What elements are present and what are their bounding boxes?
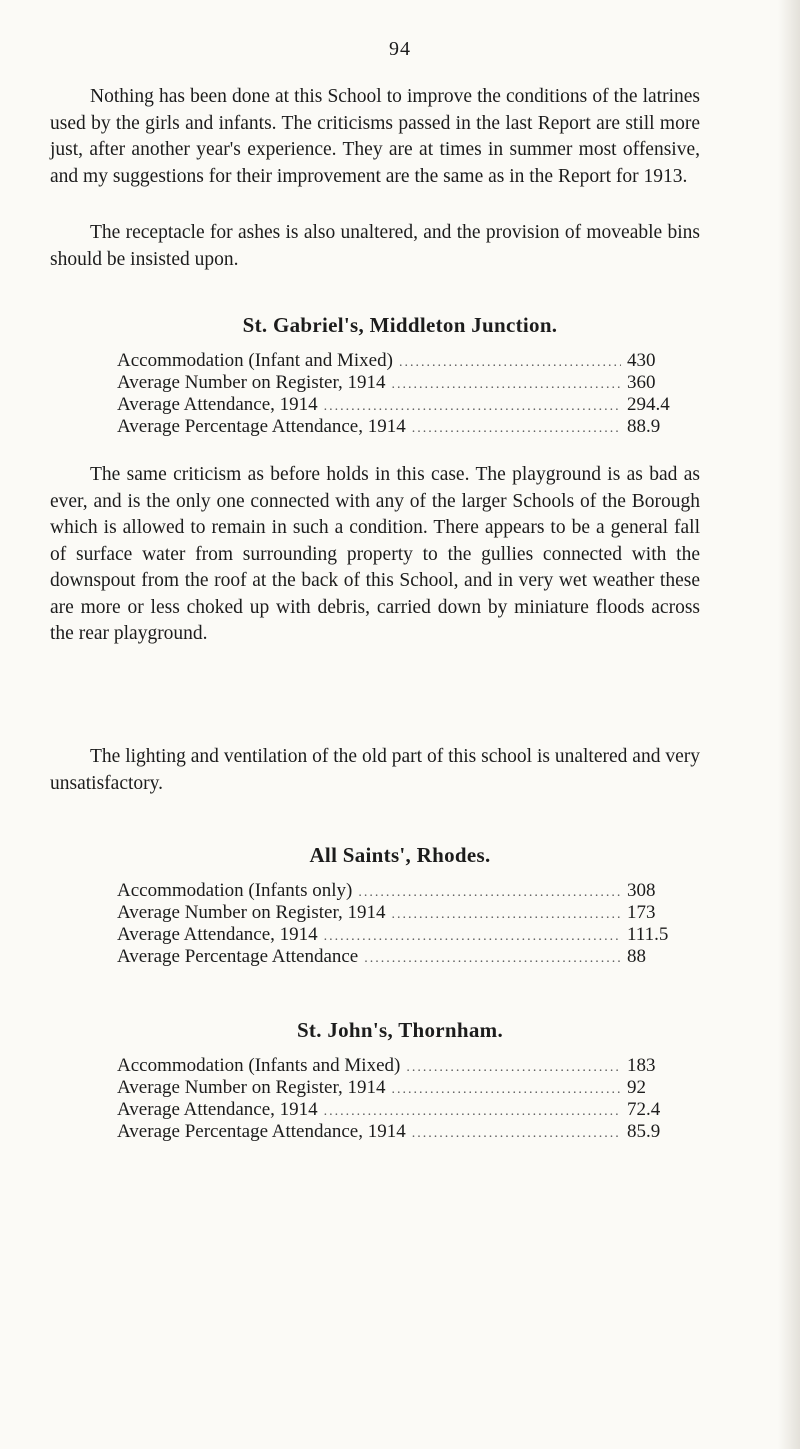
stat-label: Accommodation (Infants only) [117,880,353,901]
intro-paragraph-ashes: The receptacle for ashes is also unaltered, and the provision of moveable bins should be insisted upon. [50,222,700,270]
dot-leader [358,882,621,904]
dot-leader [392,1079,621,1101]
dot-leader [324,926,621,948]
stat-value: 92 [627,1077,646,1098]
school-heading-st-gabriels: St. Gabriel's, Middleton Junction. [242,313,558,337]
dot-leader [392,904,621,926]
stats-table-st-johns [117,1055,687,1143]
stats-table-all-saints [117,880,687,968]
stat-value: 308 [627,880,656,901]
stat-row [117,1099,687,1121]
stat-label: Average Percentage Attendance, 1914 [117,1121,406,1142]
stat-value: 88 [627,946,646,967]
dot-leader [412,418,621,440]
dot-leader [399,352,621,374]
stat-label: Accommodation (Infant and Mixed) [117,350,393,371]
stat-label: Average Attendance, 1914 [117,394,318,415]
stat-row [117,350,687,372]
dot-leader [324,1101,621,1123]
stat-label: Average Percentage Attendance, 1914 [117,416,406,437]
stat-label: Average Number on Register, 1914 [117,902,386,923]
stat-value: 88.9 [627,416,661,437]
stat-label: Accommodation (Infants and Mixed) [117,1055,401,1076]
stat-value: 360 [627,372,656,393]
stat-row [117,1055,687,1077]
stat-label: Average Attendance, 1914 [117,924,318,945]
stat-value: 85.9 [627,1121,661,1142]
dot-leader [392,374,621,396]
stat-row [117,416,687,438]
stat-row [117,902,687,924]
stat-row [117,1077,687,1099]
stat-row [117,1121,687,1143]
dot-leader [324,396,621,418]
stats-table-st-gabriels [117,350,687,438]
stat-row [117,372,687,394]
stat-value: 173 [627,902,656,923]
page-number: 94 [389,38,411,60]
stat-value: 111.5 [627,924,669,945]
stat-label: Average Number on Register, 1914 [117,1077,386,1098]
stat-label: Average Percentage Attendance [117,946,359,967]
stat-value: 294.4 [627,394,670,415]
stat-row [117,924,687,946]
stat-label: Average Attendance, 1914 [117,1099,318,1120]
dot-leader [406,1057,621,1079]
stat-value: 430 [627,350,656,371]
dot-leader [412,1123,621,1145]
intro-paragraph-latrines: Nothing has been done at this School to improve the conditions of the latrines used by the girls and infants. The criticisms passed in the last Report are still more just, after another year's experience. They are at times in summer most offensive, and my suggestions for their improvement are the same as in the Report for 1913. [50,86,700,187]
school-heading-all-saints: All Saints', Rhodes. [309,843,491,867]
stat-label: Average Number on Register, 1914 [117,372,386,393]
stat-value: 72.4 [627,1099,661,1120]
paragraph-lighting: The lighting and ventilation of the old part of this school is unaltered and very unsatisfactory. [50,746,700,794]
stat-value: 183 [627,1055,656,1076]
school-heading-st-johns: St. John's, Thornham. [296,1018,504,1042]
stat-row [117,394,687,416]
page-edge-shadow [778,0,800,1449]
paragraph-playground: The same criticism as before holds in this case. The playground is as bad as ever, and is the only one connected with any of the larger Schools of the Borough which is allowed to remain in such a condition. There appears to be a general fall of surface water from surrounding property to the gullies connected with the downspout from the roof at the back of this School, and in very wet weather these are more or less choked up with debris, carried down by miniature floods across the rear playground. [50,464,700,644]
stat-row [117,880,687,902]
dot-leader [364,948,621,970]
stat-row [117,946,687,968]
